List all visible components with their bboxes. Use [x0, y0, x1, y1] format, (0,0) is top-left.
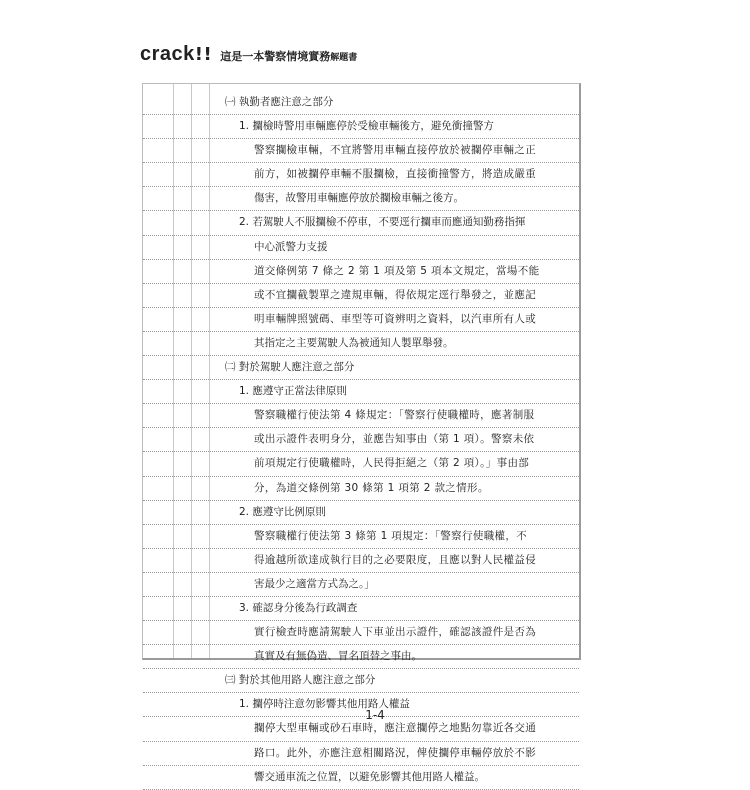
body-line: 前方，如被攔停車輛不服攔檢，直接衝撞警方，將造成嚴重	[143, 163, 579, 187]
item-heading: 1. 攔停時注意勿影響其他用路人權益	[143, 693, 579, 717]
item-heading: 2. 若駕駛人不服攔檢不停車，不要逕行攔車而應通知勤務指揮	[143, 211, 579, 235]
body-line: 真實及有無偽造、冒名頂替之事由。	[143, 645, 579, 669]
section-heading: ㈡ 對於駕駛人應注意之部分	[143, 356, 579, 380]
page-header	[140, 43, 357, 66]
body-line: 警察職權行使法第 4 條規定：「警察行使職權時，應著制服	[143, 404, 579, 428]
body-line: 害最少之適當方式為之。」	[143, 573, 579, 597]
body-line: 或出示證件表明身分，並應告知事由（第 1 項）。警察未依	[143, 428, 579, 452]
item-heading: 1. 攔檢時警用車輛應停於受檢車輛後方，避免衝撞警方	[143, 115, 579, 139]
body-line: 得逾越所欲達成執行目的之必要限度，且應以對人民權益侵	[143, 549, 579, 573]
body-line: 其指定之主要駕駛人為被通知人製單舉發。	[143, 332, 579, 356]
item-heading: 3. 確認身分後為行政調查	[143, 597, 579, 621]
body-line: 響交通車流之位置，以避免影響其他用路人權益。	[143, 766, 579, 790]
body-line: 攔停大型車輛或砂石車時，應注意攔停之地點勿靠近各交通	[143, 717, 579, 741]
body-line: 傷害，故警用車輛應停放於攔檢車輛之後方。	[143, 187, 579, 211]
body-line: 實行檢查時應請駕駛人下車並出示證件，確認該證件是否為	[143, 621, 579, 645]
brand-logo: crack!!	[140, 43, 213, 65]
body-line: 或不宜攔截製單之違規車輛，得依規定逕行舉發之，並應記	[143, 284, 579, 308]
body-line: 警察職權行使法第 3 條第 1 項規定：「警察行使職權，不	[143, 525, 579, 549]
body-line: 中心派警力支援	[143, 236, 579, 260]
item-heading: 2. 應遵守比例原則	[143, 501, 579, 525]
body-line: 道交條例第 7 條之 2 第 1 項及第 5 項本文規定，當場不能	[143, 260, 579, 284]
text-lines	[143, 91, 579, 790]
body-line: 前項規定行使職權時，人民得拒絕之（第 2 項）。」事由部	[143, 452, 579, 476]
body-line: 警察攔檢車輛，不宜將警用車輛直接停放於被攔停車輛之正	[143, 139, 579, 163]
body-line: 明車輛牌照號碼、車型等可資辨明之資料，以汽車所有人或	[143, 308, 579, 332]
item-heading: 1. 應遵守正當法律原則	[143, 380, 579, 404]
body-line: 分，為道交條例第 30 條第 1 項第 2 款之情形。	[143, 477, 579, 501]
body-line: 路口。此外，亦應注意相關路況，俾使攔停車輛停放於不影	[143, 742, 579, 766]
section-heading: ㈠ 執勤者應注意之部分	[143, 91, 579, 115]
section-heading: ㈢ 對於其他用路人應注意之部分	[143, 669, 579, 693]
page-number: 1-4	[365, 708, 385, 722]
book-title: 這是一本警察情境實務解題書	[220, 50, 358, 63]
